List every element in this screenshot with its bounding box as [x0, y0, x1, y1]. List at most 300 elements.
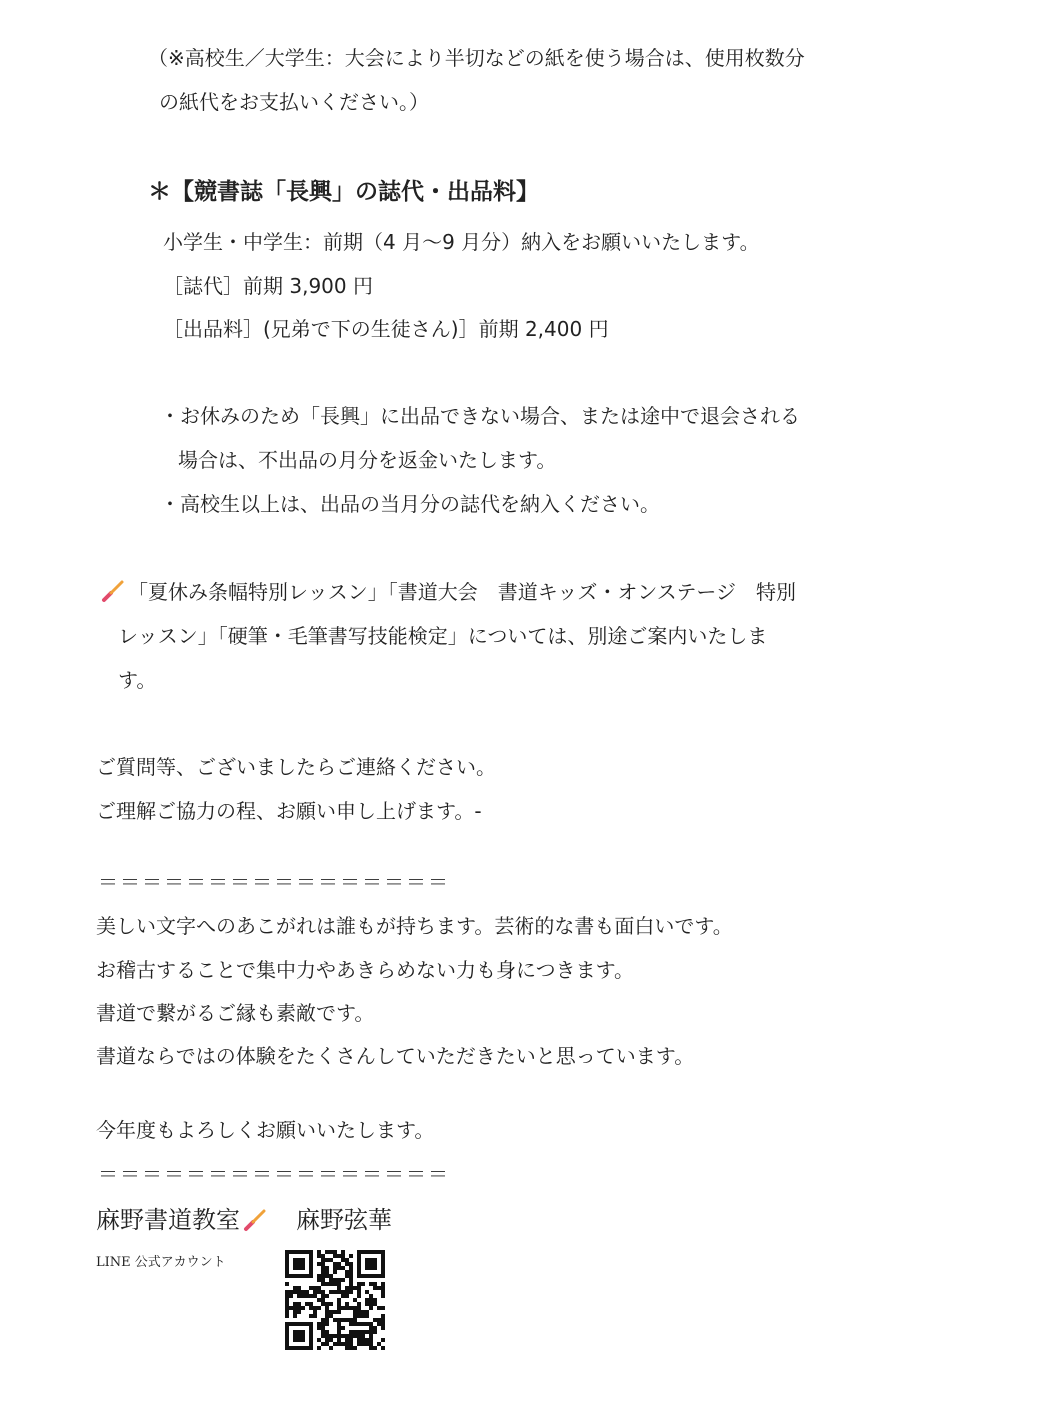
qr-module	[365, 1298, 369, 1302]
qr-module	[317, 1250, 321, 1254]
qr-module	[345, 1334, 349, 1338]
qr-module	[329, 1282, 333, 1286]
qr-module	[309, 1330, 313, 1334]
qr-module	[337, 1286, 341, 1290]
qr-module	[301, 1322, 305, 1326]
qr-module	[285, 1282, 289, 1286]
magazine-bullet-2: ・高校生以上は、出品の当月分の誌代を納入ください。	[160, 492, 660, 516]
qr-module	[321, 1254, 325, 1258]
qr-module	[313, 1306, 317, 1310]
qr-module	[317, 1322, 321, 1326]
fee-note-line-2: の紙代をお支払いください。）	[159, 90, 429, 114]
qr-module	[285, 1266, 289, 1270]
qr-module	[329, 1250, 333, 1254]
qr-module	[321, 1278, 325, 1282]
special-lessons-text-1: 「夏休み条幅特別レッスン」「書道大会 書道キッズ・オンステージ 特別	[128, 580, 796, 604]
qr-module	[293, 1322, 297, 1326]
qr-module	[357, 1270, 361, 1274]
special-lessons-line-2: レッスン」「硬筆・毛筆書写技能検定」については、別途ご案内いたしま	[118, 624, 768, 648]
qr-module	[309, 1338, 313, 1342]
qr-module	[365, 1310, 369, 1314]
qr-module	[357, 1322, 361, 1326]
qr-module	[329, 1278, 333, 1282]
qr-module	[285, 1254, 289, 1258]
qr-module	[357, 1342, 361, 1346]
qr-module	[305, 1302, 309, 1306]
qr-module	[361, 1334, 365, 1338]
qr-module	[309, 1258, 313, 1262]
qr-module	[297, 1286, 301, 1290]
qr-module	[349, 1282, 353, 1286]
qr-module	[381, 1314, 385, 1318]
qr-module	[337, 1338, 341, 1342]
qr-module	[349, 1346, 353, 1350]
qr-module	[361, 1310, 365, 1314]
qr-module	[337, 1290, 341, 1294]
qr-module	[381, 1346, 385, 1350]
qr-module	[329, 1334, 333, 1338]
qr-module	[293, 1250, 297, 1254]
qr-module	[341, 1294, 345, 1298]
magazine-bullet-1-line-2: 場合は、不出品の月分を返金いたします。	[178, 448, 557, 472]
qr-module	[285, 1330, 289, 1334]
school-name: 麻野書道教室	[96, 1206, 240, 1234]
qr-module	[357, 1334, 361, 1338]
qr-module	[289, 1274, 293, 1278]
qr-module	[357, 1250, 361, 1254]
qr-module	[341, 1334, 345, 1338]
qr-module	[353, 1318, 357, 1322]
qr-module	[321, 1282, 325, 1286]
qr-module	[317, 1278, 321, 1282]
qr-module	[317, 1262, 321, 1266]
qr-module	[361, 1338, 365, 1342]
qr-module	[317, 1338, 321, 1342]
qr-module	[333, 1342, 337, 1346]
qr-module	[305, 1346, 309, 1350]
qr-module	[301, 1330, 305, 1334]
qr-module	[365, 1258, 369, 1262]
qr-module	[317, 1346, 321, 1350]
qr-module	[341, 1258, 345, 1262]
qr-module	[369, 1334, 373, 1338]
qr-module	[329, 1314, 333, 1318]
qr-module	[333, 1318, 337, 1322]
qr-code	[285, 1250, 385, 1350]
qr-module	[381, 1306, 385, 1310]
separator-bottom: ＝＝＝＝＝＝＝＝＝＝＝＝＝＝＝＝	[98, 1162, 450, 1186]
qr-module	[301, 1334, 305, 1338]
brush-icon	[100, 579, 128, 603]
qr-module	[325, 1338, 329, 1342]
qr-module	[349, 1338, 353, 1342]
qr-module	[297, 1302, 301, 1306]
qr-module	[321, 1262, 325, 1266]
qr-module	[369, 1326, 373, 1330]
qr-module	[333, 1262, 337, 1266]
qr-module	[337, 1262, 341, 1266]
qr-module	[357, 1262, 361, 1266]
qr-module	[357, 1294, 361, 1298]
qr-module	[353, 1310, 357, 1314]
qr-module	[341, 1318, 345, 1322]
qr-module	[345, 1262, 349, 1266]
qr-module	[345, 1338, 349, 1342]
qr-module	[285, 1314, 289, 1318]
qr-module	[361, 1342, 365, 1346]
qr-module	[369, 1302, 373, 1306]
qr-module	[357, 1302, 361, 1306]
qr-module	[349, 1318, 353, 1322]
qr-module	[341, 1250, 345, 1254]
qr-module	[373, 1286, 377, 1290]
qr-module	[317, 1290, 321, 1294]
qr-module	[357, 1266, 361, 1270]
qr-module	[293, 1334, 297, 1338]
qr-module	[329, 1338, 333, 1342]
qr-module	[337, 1282, 341, 1286]
qr-module	[373, 1250, 377, 1254]
qr-module	[293, 1290, 297, 1294]
closing-line-1: ご質問等、ございましたらご連絡ください。	[96, 755, 496, 779]
qr-module	[381, 1258, 385, 1262]
qr-module	[293, 1314, 297, 1318]
qr-module	[325, 1302, 329, 1306]
qr-module	[341, 1266, 345, 1270]
qr-module	[373, 1298, 377, 1302]
qr-module	[369, 1282, 373, 1286]
qr-module	[305, 1274, 309, 1278]
qr-module	[381, 1286, 385, 1290]
qr-module	[341, 1290, 345, 1294]
qr-module	[377, 1318, 381, 1322]
qr-module	[325, 1282, 329, 1286]
qr-module	[313, 1290, 317, 1294]
qr-module	[301, 1274, 305, 1278]
qr-module	[377, 1274, 381, 1278]
qr-module	[369, 1294, 373, 1298]
qr-module	[325, 1266, 329, 1270]
qr-module	[361, 1282, 365, 1286]
qr-module	[333, 1254, 337, 1258]
qr-module	[285, 1322, 289, 1326]
qr-module	[377, 1306, 381, 1310]
qr-module	[321, 1274, 325, 1278]
qr-module	[361, 1250, 365, 1254]
qr-module	[361, 1314, 365, 1318]
qr-module	[337, 1322, 341, 1326]
qr-module	[373, 1346, 377, 1350]
qr-module	[361, 1330, 365, 1334]
qr-module	[313, 1294, 317, 1298]
qr-module	[333, 1290, 337, 1294]
qr-module	[341, 1326, 345, 1330]
qr-module	[369, 1298, 373, 1302]
qr-module	[369, 1274, 373, 1278]
qr-module	[333, 1334, 337, 1338]
qr-module	[365, 1314, 369, 1318]
qr-module	[353, 1334, 357, 1338]
qr-module	[301, 1266, 305, 1270]
qr-module	[285, 1326, 289, 1330]
qr-module	[317, 1298, 321, 1302]
qr-module	[309, 1254, 313, 1258]
qr-module	[337, 1302, 341, 1306]
qr-module	[365, 1250, 369, 1254]
qr-module	[333, 1250, 337, 1254]
qr-module	[369, 1306, 373, 1310]
qr-module	[345, 1342, 349, 1346]
qr-module	[349, 1274, 353, 1278]
qr-module	[373, 1302, 377, 1306]
qr-module	[309, 1306, 313, 1310]
qr-module	[293, 1274, 297, 1278]
qr-module	[353, 1330, 357, 1334]
qr-module	[321, 1298, 325, 1302]
qr-module	[381, 1290, 385, 1294]
qr-module	[309, 1294, 313, 1298]
qr-module	[373, 1262, 377, 1266]
qr-module	[365, 1342, 369, 1346]
qr-module	[293, 1286, 297, 1290]
qr-module	[297, 1338, 301, 1342]
qr-module	[301, 1306, 305, 1310]
qr-module	[349, 1262, 353, 1266]
qr-module	[381, 1262, 385, 1266]
qr-module	[325, 1274, 329, 1278]
qr-module	[373, 1282, 377, 1286]
qr-module	[337, 1278, 341, 1282]
qr-module	[301, 1346, 305, 1350]
qr-module	[285, 1290, 289, 1294]
qr-module	[325, 1318, 329, 1322]
qr-module	[381, 1326, 385, 1330]
qr-module	[285, 1310, 289, 1314]
qr-module	[297, 1306, 301, 1310]
qr-module	[317, 1286, 321, 1290]
message-line-4: 書道ならではの体験をたくさんしていただきたいと思っています。	[96, 1044, 695, 1068]
qr-module	[325, 1334, 329, 1338]
qr-module	[341, 1306, 345, 1310]
qr-module	[305, 1290, 309, 1294]
qr-module	[285, 1342, 289, 1346]
qr-module	[341, 1342, 345, 1346]
qr-module	[293, 1258, 297, 1262]
qr-module	[301, 1262, 305, 1266]
qr-module	[325, 1310, 329, 1314]
qr-module	[349, 1322, 353, 1326]
qr-module	[357, 1282, 361, 1286]
qr-module	[369, 1250, 373, 1254]
qr-module	[345, 1318, 349, 1322]
brush-icon	[242, 1208, 270, 1232]
qr-module	[377, 1342, 381, 1346]
qr-module	[285, 1258, 289, 1262]
qr-module	[321, 1290, 325, 1294]
qr-module	[317, 1326, 321, 1330]
qr-module	[345, 1302, 349, 1306]
qr-module	[309, 1326, 313, 1330]
qr-module	[369, 1258, 373, 1262]
qr-module	[357, 1314, 361, 1318]
qr-module	[309, 1342, 313, 1346]
qr-module	[325, 1330, 329, 1334]
message-line-2: お稽古することで集中力やあきらめない力も身につきます。	[96, 958, 634, 982]
qr-module	[285, 1250, 289, 1254]
qr-module	[309, 1250, 313, 1254]
qr-module	[353, 1346, 357, 1350]
qr-module	[381, 1318, 385, 1322]
qr-module	[321, 1266, 325, 1270]
qr-module	[285, 1262, 289, 1266]
qr-module	[381, 1250, 385, 1254]
qr-module	[325, 1342, 329, 1346]
qr-module	[337, 1266, 341, 1270]
qr-module	[349, 1290, 353, 1294]
special-lessons-line-3: す。	[118, 668, 157, 692]
qr-module	[357, 1310, 361, 1314]
qr-module	[349, 1306, 353, 1310]
signature	[96, 1204, 392, 1236]
qr-module	[381, 1266, 385, 1270]
qr-module	[293, 1310, 297, 1314]
qr-module	[297, 1346, 301, 1350]
qr-module	[309, 1334, 313, 1338]
qr-module	[289, 1346, 293, 1350]
qr-module	[325, 1270, 329, 1274]
qr-module	[293, 1302, 297, 1306]
qr-module	[321, 1318, 325, 1322]
qr-module	[377, 1250, 381, 1254]
qr-module	[285, 1334, 289, 1338]
qr-module	[365, 1338, 369, 1342]
qr-module	[297, 1274, 301, 1278]
qr-module	[309, 1314, 313, 1318]
qr-module	[321, 1322, 325, 1326]
qr-module	[349, 1286, 353, 1290]
qr-module	[297, 1262, 301, 1266]
qr-module	[361, 1274, 365, 1278]
qr-module	[321, 1258, 325, 1262]
fee-note-line-1: （※高校生／大学生：大会により半切などの紙を使う場合は、使用枚数分	[148, 46, 805, 70]
qr-module	[325, 1322, 329, 1326]
qr-module	[301, 1294, 305, 1298]
qr-module	[313, 1314, 317, 1318]
qr-module	[305, 1294, 309, 1298]
qr-module	[293, 1266, 297, 1270]
qr-module	[381, 1282, 385, 1286]
qr-module	[357, 1306, 361, 1310]
qr-module	[337, 1318, 341, 1322]
qr-module	[337, 1342, 341, 1346]
qr-module	[325, 1306, 329, 1310]
qr-module	[345, 1306, 349, 1310]
qr-module	[373, 1266, 377, 1270]
qr-module	[325, 1258, 329, 1262]
qr-module	[297, 1290, 301, 1294]
qr-module	[289, 1294, 293, 1298]
qr-module	[285, 1270, 289, 1274]
qr-module	[285, 1346, 289, 1350]
qr-module	[369, 1330, 373, 1334]
qr-module	[337, 1306, 341, 1310]
qr-module	[337, 1330, 341, 1334]
qr-module	[293, 1330, 297, 1334]
qr-module	[361, 1322, 365, 1326]
qr-module	[325, 1294, 329, 1298]
qr-module	[349, 1278, 353, 1282]
qr-module	[365, 1322, 369, 1326]
qr-module	[373, 1330, 377, 1334]
qr-module	[365, 1330, 369, 1334]
qr-module	[357, 1338, 361, 1342]
special-lessons-line-1	[100, 578, 796, 606]
qr-module	[349, 1342, 353, 1346]
message-line-3: 書道で繋がるご縁も素敵です。	[96, 1001, 375, 1025]
qr-module	[293, 1338, 297, 1342]
qr-module	[309, 1286, 313, 1290]
qr-module	[297, 1334, 301, 1338]
qr-module	[329, 1258, 333, 1262]
qr-module	[285, 1338, 289, 1342]
qr-module	[321, 1334, 325, 1338]
qr-module	[345, 1274, 349, 1278]
qr-module	[381, 1270, 385, 1274]
qr-module	[309, 1274, 313, 1278]
qr-module	[321, 1294, 325, 1298]
qr-module	[373, 1258, 377, 1262]
qr-module	[297, 1294, 301, 1298]
qr-module	[373, 1326, 377, 1330]
separator-top: ＝＝＝＝＝＝＝＝＝＝＝＝＝＝＝＝	[98, 870, 450, 894]
qr-module	[285, 1306, 289, 1310]
qr-module	[381, 1294, 385, 1298]
qr-module	[377, 1322, 381, 1326]
qr-module	[301, 1250, 305, 1254]
qr-module	[349, 1334, 353, 1338]
qr-module	[301, 1258, 305, 1262]
qr-module	[329, 1290, 333, 1294]
qr-module	[289, 1290, 293, 1294]
qr-module	[289, 1322, 293, 1326]
qr-module	[329, 1274, 333, 1278]
qr-module	[309, 1262, 313, 1266]
qr-module	[337, 1326, 341, 1330]
qr-module	[369, 1266, 373, 1270]
qr-module	[341, 1278, 345, 1282]
qr-module	[349, 1330, 353, 1334]
qr-module	[333, 1266, 337, 1270]
qr-module	[349, 1254, 353, 1258]
qr-module	[309, 1302, 313, 1306]
qr-module	[329, 1346, 333, 1350]
qr-module	[353, 1314, 357, 1318]
qr-module	[333, 1310, 337, 1314]
qr-module	[381, 1338, 385, 1342]
qr-module	[333, 1270, 337, 1274]
qr-module	[285, 1294, 289, 1298]
qr-module	[357, 1330, 361, 1334]
qr-module	[369, 1338, 373, 1342]
qr-module	[345, 1290, 349, 1294]
qr-module	[369, 1342, 373, 1346]
qr-module	[329, 1302, 333, 1306]
qr-module	[297, 1310, 301, 1314]
qr-module	[341, 1254, 345, 1258]
qr-module	[373, 1318, 377, 1322]
qr-module	[345, 1286, 349, 1290]
magazine-bullet-1-line-1: ・お休みのため「長興」に出品できない場合、または途中で退会される	[160, 404, 800, 428]
